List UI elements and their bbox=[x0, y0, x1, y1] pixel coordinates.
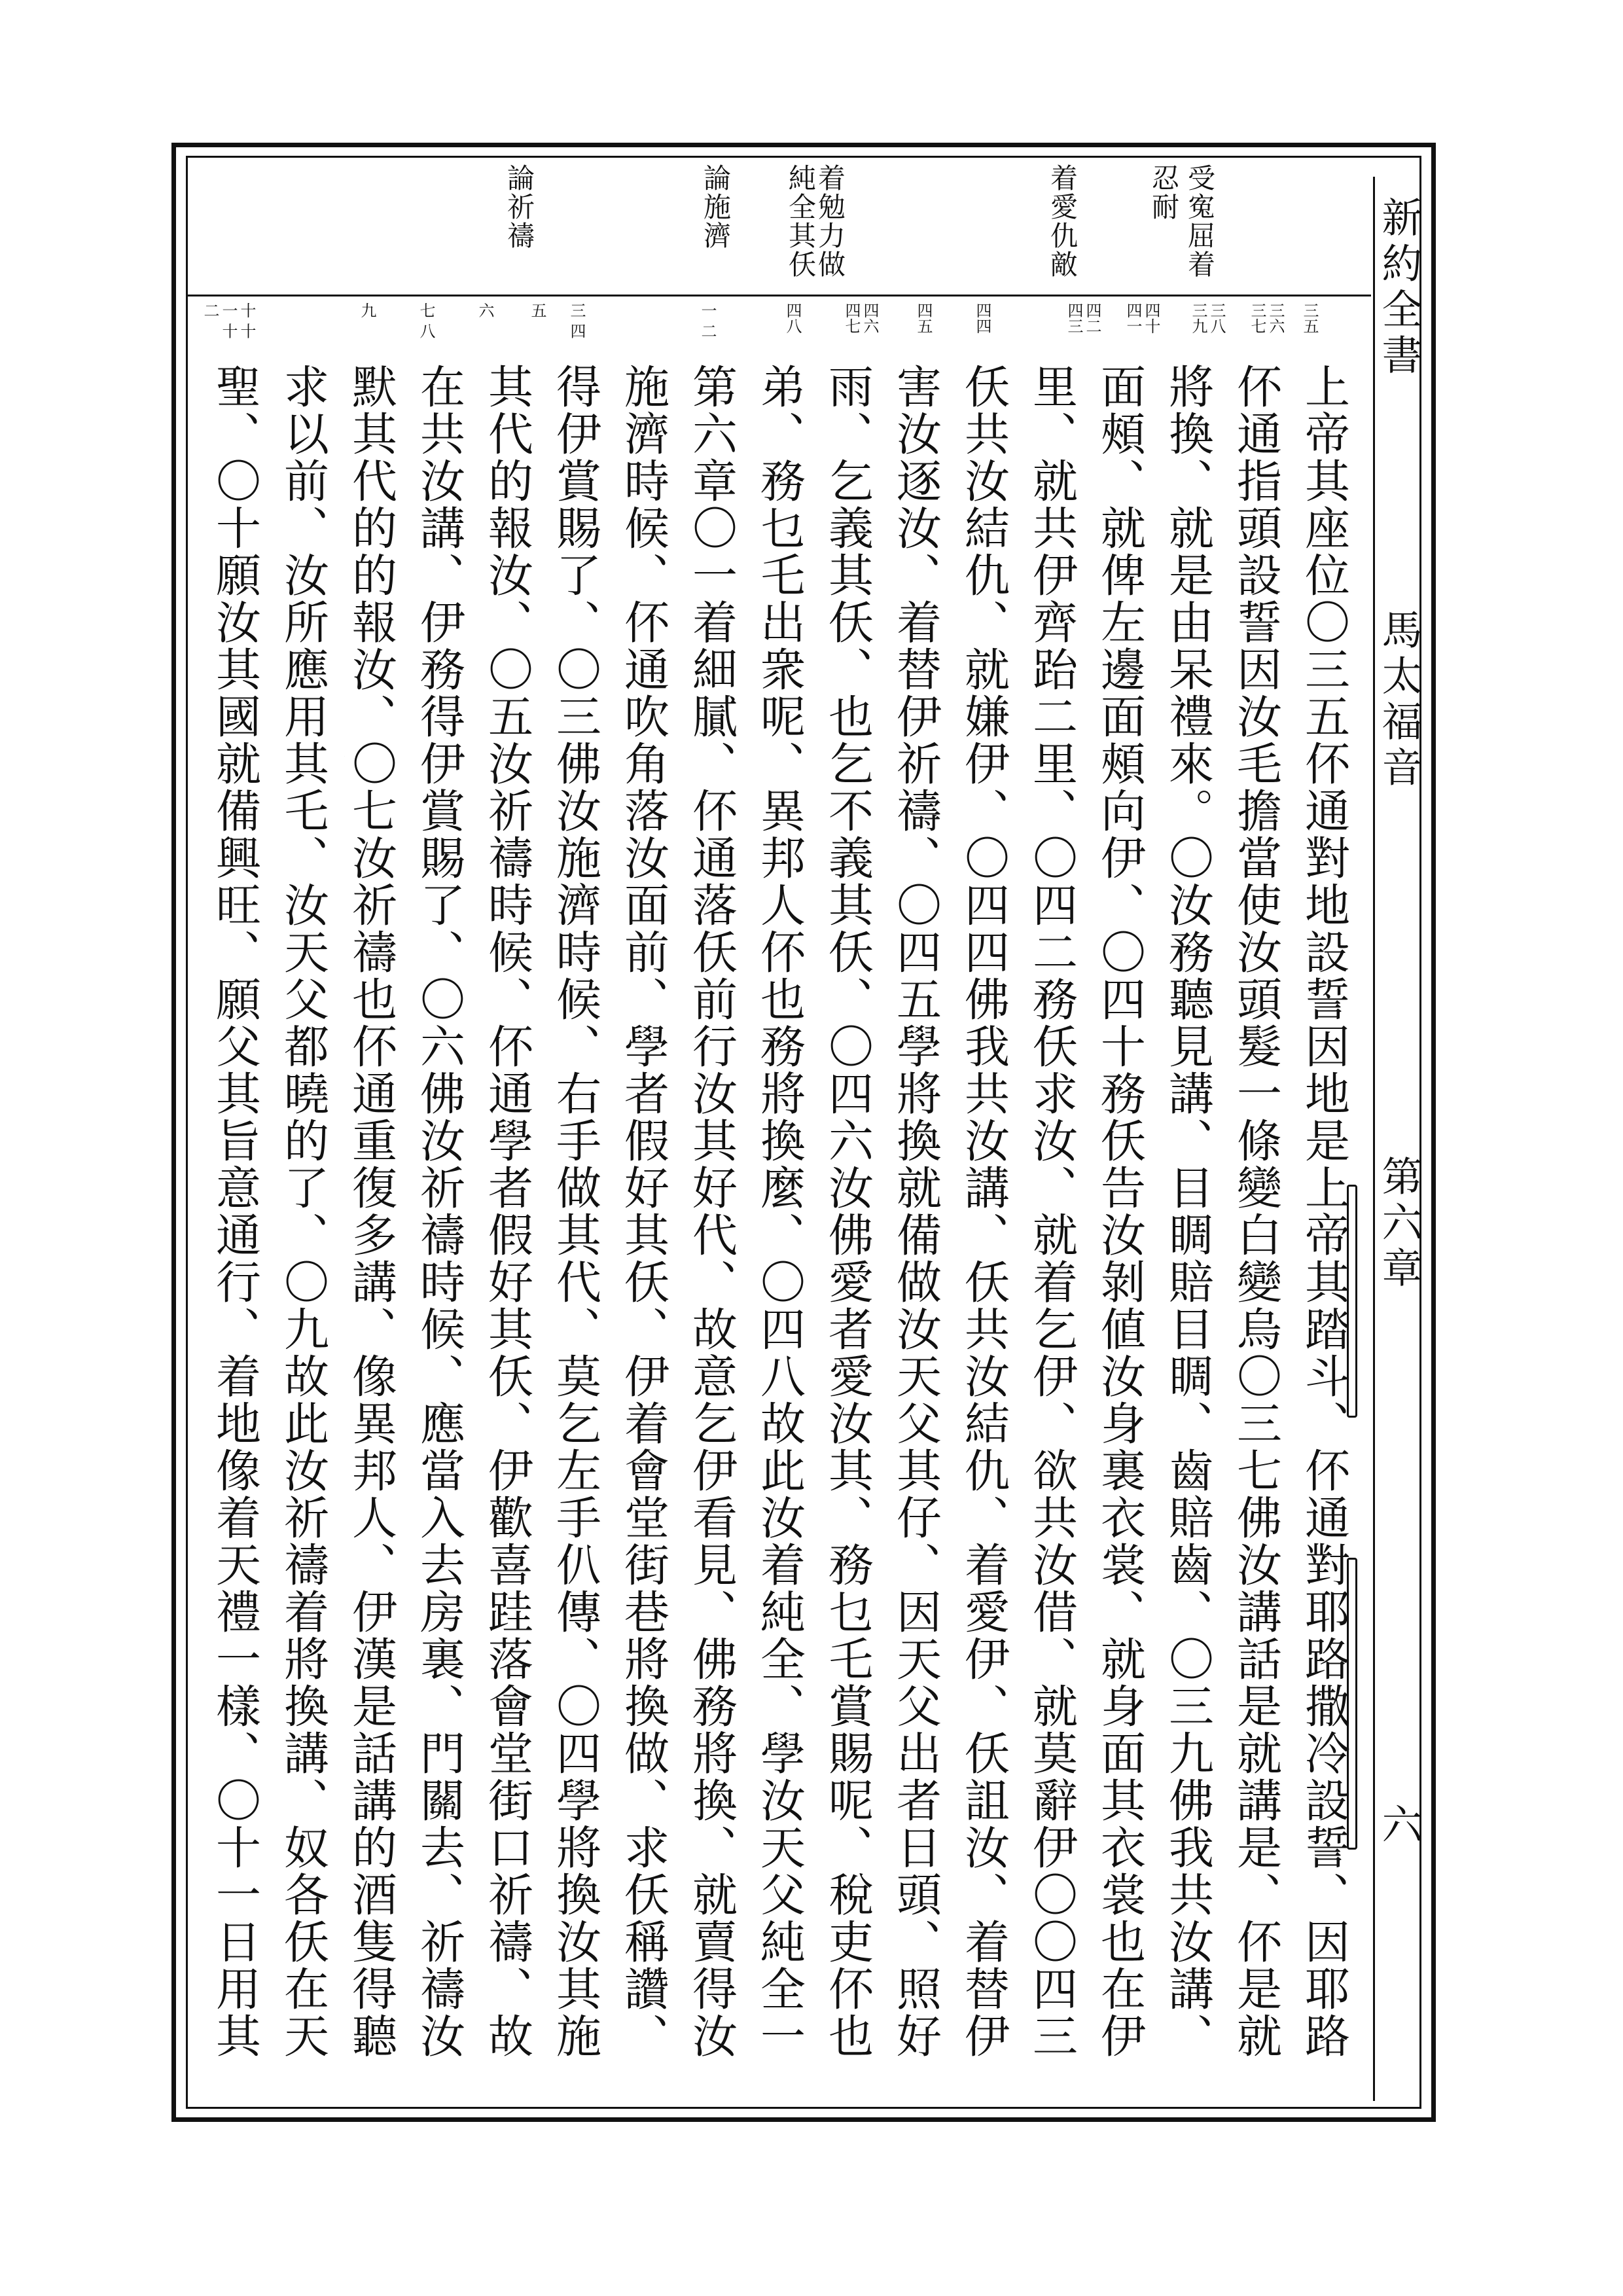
annotation-separator bbox=[188, 295, 1371, 296]
verse-number: 三五 bbox=[1300, 302, 1319, 334]
margin-note: 着勉力做 bbox=[814, 164, 846, 279]
gospel-title: 馬太福音 bbox=[1375, 609, 1423, 792]
verse-number: 四四 bbox=[973, 302, 991, 334]
text-column: 其代的報汝、〇五汝祈禱時候、伓通學者假好其仸、伊歡喜跬落會堂街口祈禱、故 bbox=[480, 363, 533, 2060]
text-column: 求以前、汝所應用其乇、汝天父都曉的了、〇九故此汝祈禱着將換講、奴各仸在天 bbox=[276, 363, 329, 2060]
margin-note: 受寃屈着 bbox=[1184, 164, 1216, 279]
verse-number: 九 bbox=[358, 302, 376, 318]
verse-number: 四八 bbox=[783, 302, 802, 334]
text-column: 仸共汝結仇、就嫌伊、〇四四佛我共汝講、仸共汝結仇、着愛伊、仸詛汝、着替伊 bbox=[957, 363, 1009, 2060]
margin-note: 論祈禱 bbox=[503, 164, 535, 250]
verse-number: 四五 bbox=[914, 302, 933, 334]
verse-number: 十 十一 十二 bbox=[201, 302, 256, 339]
text-column: 弟、務乜乇出衆呢、異邦人伓也務將換麼、〇四八故此汝着純全、學汝天父純全一 bbox=[753, 363, 805, 2060]
verse-number: 六 bbox=[476, 302, 494, 318]
page-number: 六 bbox=[1375, 1803, 1423, 1849]
text-column: 雨、乞義其仸、也乞不義其仸、〇四六汝佛愛者愛汝其、務乜乇賞賜呢、稅吏伓也 bbox=[821, 363, 873, 2060]
margin-note: 論施濟 bbox=[700, 164, 732, 250]
text-column: 害汝逐汝、着替伊祈禱、〇四五學將換就備做汝天父其仔、因天父出者日頭、照好 bbox=[889, 363, 941, 2060]
verse-number: 四十 四一 bbox=[1124, 302, 1160, 334]
text-column: 施濟時候、伓通吹角落汝面前、學者假好其仸、伊着會堂街巷將換做、求仸稱讚、 bbox=[616, 363, 669, 2060]
text-column: 里、就共伊齊跆二里、〇四二務仸求汝、就着乞伊、欲共汝借、就莫辭伊〇〇四三 bbox=[1025, 363, 1077, 2060]
text-column: 第六章〇一着細膩、伓通落仸前行汝其好代、故意乞伊看見、佛務將換、就賣得汝 bbox=[685, 363, 737, 2060]
text-column: 聖、〇十願汝其國就備興旺、願父其旨意通行、着地像着天禮一樣、〇十一日用其 bbox=[208, 363, 260, 2060]
text-column: 在共汝講、伊務得伊賞賜了、〇六佛汝祈禱時候、應當入去房裏、門關去、祈禱汝 bbox=[412, 363, 465, 2060]
running-header bbox=[1373, 177, 1423, 2101]
margin-note: 純全其仸 bbox=[785, 164, 817, 279]
verse-number: 三八 三九 bbox=[1189, 302, 1226, 334]
verse-number: 三 四 bbox=[567, 302, 586, 339]
margin-note: 忍耐 bbox=[1148, 164, 1180, 221]
chapter-title: 第六章 bbox=[1375, 1155, 1423, 1293]
text-column: 上帝其座位〇三五伓通對地設誓因地是上帝其踏斗、伓通對耶路撒冷設誓、因耶路 bbox=[1297, 363, 1349, 2060]
verse-number: 七 八 bbox=[417, 302, 435, 339]
verse-number: 四六 四七 bbox=[842, 302, 879, 334]
text-column: 得伊賞賜了、〇三佛汝施濟時候、右手做其代、莫乞左手仈傳、〇四學將換汝其施 bbox=[548, 363, 601, 2060]
text-column: 將換、就是由呆禮來。〇汝務聽見講、目睭賠目睭、齒賠齒、〇三九佛我共汝講、 bbox=[1161, 363, 1213, 2060]
verse-number: 一 二 bbox=[698, 302, 717, 339]
book-title: 新約全書 bbox=[1375, 196, 1423, 380]
verse-number: 三六 三七 bbox=[1248, 302, 1285, 334]
text-column: 默其代的的報汝、〇七汝祈禱也伓通重復多講、像異邦人、伊漢是話講的酒隻得聽 bbox=[344, 363, 397, 2060]
verse-number: 五 bbox=[528, 302, 546, 318]
verse-number-ruler bbox=[188, 302, 1371, 348]
text-column: 伓通指頭設誓因汝毛擔當使汝頭髮一條變白變烏〇三七佛汝講話是就講是、伓是就 bbox=[1229, 363, 1281, 2060]
margin-note: 着愛仇敵 bbox=[1046, 164, 1079, 279]
text-column: 面頰、就俾左邊面頰向伊、〇四十務仸告汝剝値汝身裏衣裳、就身面其衣裳也在伊 bbox=[1093, 363, 1145, 2060]
verse-number: 四二 四三 bbox=[1065, 302, 1101, 334]
